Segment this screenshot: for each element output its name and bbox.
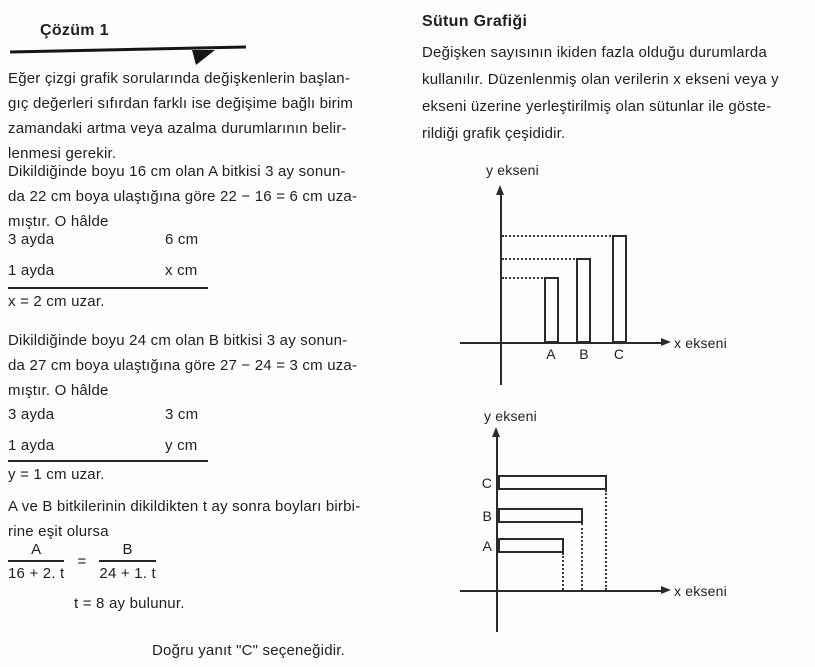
proportion-label: 3 ayda	[8, 231, 55, 248]
fraction-a	[8, 541, 64, 582]
paragraph-equality	[8, 494, 408, 544]
proportion-row	[8, 406, 223, 423]
x-axis-arrow-icon	[661, 338, 671, 346]
proportion-result: x = 2 cm uzar.	[8, 293, 105, 310]
y-axis-label: y ekseni	[484, 408, 537, 424]
proportion-divider	[8, 287, 208, 289]
bar-b	[498, 508, 583, 523]
category-label-a: A	[546, 346, 556, 362]
proportion-a	[8, 231, 223, 323]
text-line: A ve B bitkilerinin dikildikten t ay sonra boyları birbi-	[8, 498, 361, 515]
x-axis-label: x ekseni	[674, 583, 727, 599]
equation-result: t = 8 ay bulunur.	[74, 595, 185, 612]
heading-underline-decoration	[10, 44, 246, 64]
text-line: rildiği grafik çeşididir.	[422, 125, 566, 142]
text-line: gıç değerleri sıfırdan farklı ise değişime bağlı birim	[8, 95, 354, 112]
paragraph-column-graph	[422, 39, 814, 147]
category-label-c: C	[481, 475, 492, 491]
category-label-c: C	[613, 346, 625, 362]
x-axis	[460, 590, 664, 592]
right-heading: Sütun Grafiği	[422, 13, 528, 30]
text-line: da 22 cm boya ulaştığına göre 22 − 16 = 6 cm uza-	[8, 188, 358, 205]
proportion-divider	[8, 460, 208, 462]
text-line: zamandaki artma veya azalma durumlarının belir-	[8, 120, 347, 137]
text-line: rine eşit olursa	[8, 523, 109, 540]
bar-a	[498, 538, 564, 553]
fraction-b	[99, 541, 155, 582]
paragraph-plant-a	[8, 159, 408, 234]
paragraph-intro	[8, 66, 408, 166]
x-axis	[460, 342, 664, 344]
x-axis-arrow-icon	[661, 586, 671, 594]
text-line: ekseni üzerine yerleştirilmiş olan sütunlar ile göste-	[422, 98, 772, 115]
proportion-label: 3 ayda	[8, 406, 55, 423]
text-line: mıştır. O hâlde	[8, 213, 109, 230]
proportion-row	[8, 231, 223, 248]
text-line: Değişken sayısının ikiden fazla olduğu durumlarda	[422, 44, 767, 61]
conclusion-text: Doğru yanıt "C" seçeneğidir.	[152, 642, 346, 659]
proportion-value: 3 cm	[165, 406, 199, 423]
proportion-label: 1 ayda	[8, 262, 55, 279]
text-line: Dikildiğinde boyu 24 cm olan B bitkisi 3 ay sonun-	[8, 332, 348, 349]
fraction-denominator: 24 + 1. t	[99, 565, 156, 582]
bar-b	[576, 258, 591, 343]
y-axis-label: y ekseni	[486, 162, 539, 178]
x-axis-label: x ekseni	[674, 335, 727, 351]
text-line: Eğer çizgi grafik sorularında değişkenlerin başlan-	[8, 70, 351, 87]
left-heading: Çözüm 1	[40, 22, 109, 39]
category-label-a: A	[482, 538, 492, 554]
fraction-numerator: A	[8, 541, 64, 562]
category-label-b: B	[579, 346, 589, 362]
proportion-value: y cm	[165, 437, 198, 454]
proportion-value: 6 cm	[165, 231, 199, 248]
y-axis	[496, 435, 498, 632]
guide-line-b	[581, 523, 583, 590]
horizontal-bar-chart	[460, 400, 810, 660]
text-line: mıştır. O hâlde	[8, 382, 109, 399]
fraction-denominator: 16 + 2. t	[8, 565, 65, 582]
text-line: Dikildiğinde boyu 16 cm olan A bitkisi 3 ay sonun-	[8, 163, 346, 180]
proportion-value: x cm	[165, 262, 198, 279]
proportion-label: 1 ayda	[8, 437, 55, 454]
bar-c	[612, 235, 627, 343]
bar-a	[544, 277, 559, 343]
proportion-row	[8, 437, 223, 454]
proportion-b	[8, 406, 223, 498]
category-label-b: B	[482, 508, 492, 524]
proportion-row	[8, 262, 223, 279]
bar-c	[498, 475, 607, 490]
y-axis	[500, 193, 502, 385]
equation	[8, 541, 156, 582]
guide-line-c	[502, 235, 627, 237]
vertical-bar-chart	[460, 150, 810, 400]
text-line: lenmesi gerekir.	[8, 145, 117, 162]
guide-line-a	[562, 553, 564, 590]
proportion-result: y = 1 cm uzar.	[8, 466, 105, 483]
rule-flag-icon	[192, 50, 215, 65]
fraction-numerator: B	[99, 541, 155, 562]
guide-line-c	[605, 490, 607, 590]
equals-sign: =	[77, 553, 87, 570]
text-line: kullanılır. Düzenlenmiş olan verilerin x ekseni veya y	[422, 71, 779, 88]
text-line: da 27 cm boya ulaştığına göre 27 − 24 = 3 cm uza-	[8, 357, 358, 374]
paragraph-plant-b	[8, 328, 408, 403]
